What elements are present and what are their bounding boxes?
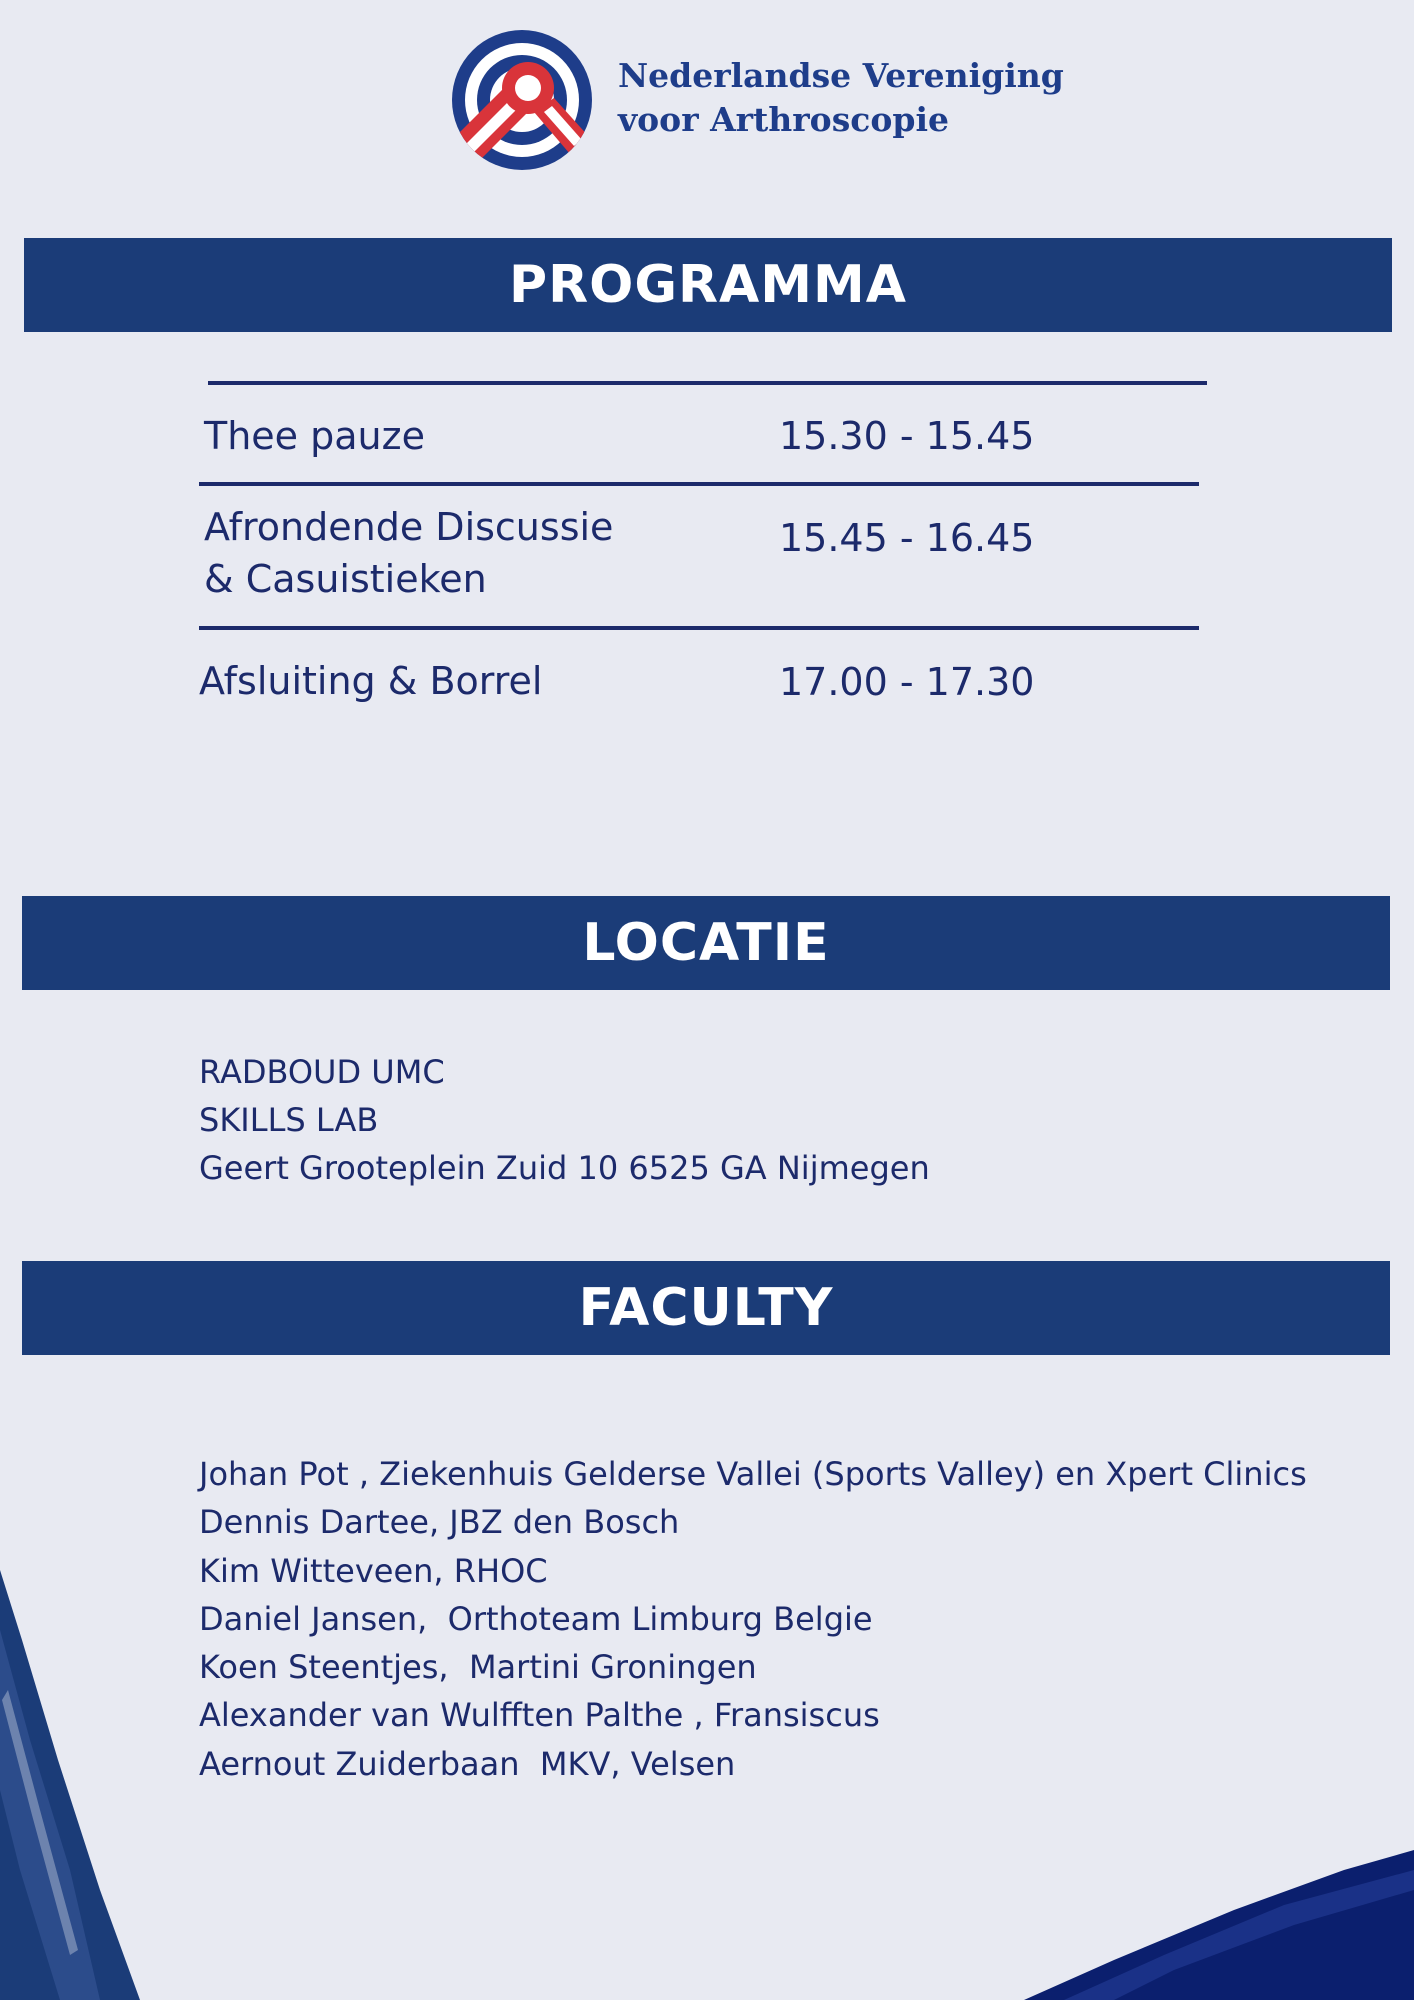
faculty-member: Kim Witteveen, RHOC	[199, 1551, 548, 1590]
faculty-member: Dennis Dartee, JBZ den Bosch	[199, 1503, 680, 1542]
brush-stroke-left-decoration	[0, 1570, 150, 2000]
faculty-member: Aernout Zuiderbaan MKV, Velsen	[199, 1744, 736, 1783]
faculty-member: Johan Pot , Ziekenhuis Gelderse Vallei (Sports Valley) en Xpert Clinics	[199, 1455, 1307, 1493]
table-divider	[208, 381, 1207, 385]
location-venue: RADBOUD UMC	[199, 1053, 445, 1091]
program-activity	[204, 501, 613, 605]
programma-banner: PROGRAMMA	[24, 238, 1392, 332]
nva-logo-icon	[450, 28, 594, 172]
locatie-banner: LOCATIE	[22, 896, 1390, 990]
brush-stroke-right-decoration	[1024, 1850, 1414, 2000]
organization-name-line1: Nederlandse Vereniging	[618, 56, 1064, 95]
faculty-list	[199, 1450, 1307, 1788]
program-activity-line1: Afrondende Discussie	[204, 505, 614, 549]
program-activity: Afsluiting & Borrel	[199, 659, 543, 703]
program-activity-line2: & Casuistieken	[204, 557, 487, 601]
program-time: 17.00 - 17.30	[779, 660, 1035, 704]
faculty-member: Alexander van Wulfften Palthe , Fransiscus	[199, 1696, 880, 1735]
faculty-banner: FACULTY	[22, 1261, 1390, 1355]
location-room: SKILLS LAB	[199, 1101, 379, 1139]
table-divider	[199, 482, 1199, 486]
program-time: 15.30 - 15.45	[779, 414, 1035, 458]
table-divider	[199, 626, 1199, 630]
organization-name-line2: voor Arthroscopie	[618, 100, 949, 139]
faculty-member: Daniel Jansen, Orthoteam Limburg Belgie	[199, 1599, 873, 1638]
faculty-member: Koen Steentjes, Martini Groningen	[199, 1648, 757, 1687]
organization-name	[618, 54, 1064, 142]
program-activity: Thee pauze	[204, 414, 425, 458]
program-time: 15.45 - 16.45	[779, 516, 1035, 560]
location-address: Geert Grooteplein Zuid 10 6525 GA Nijmegen	[199, 1149, 930, 1187]
